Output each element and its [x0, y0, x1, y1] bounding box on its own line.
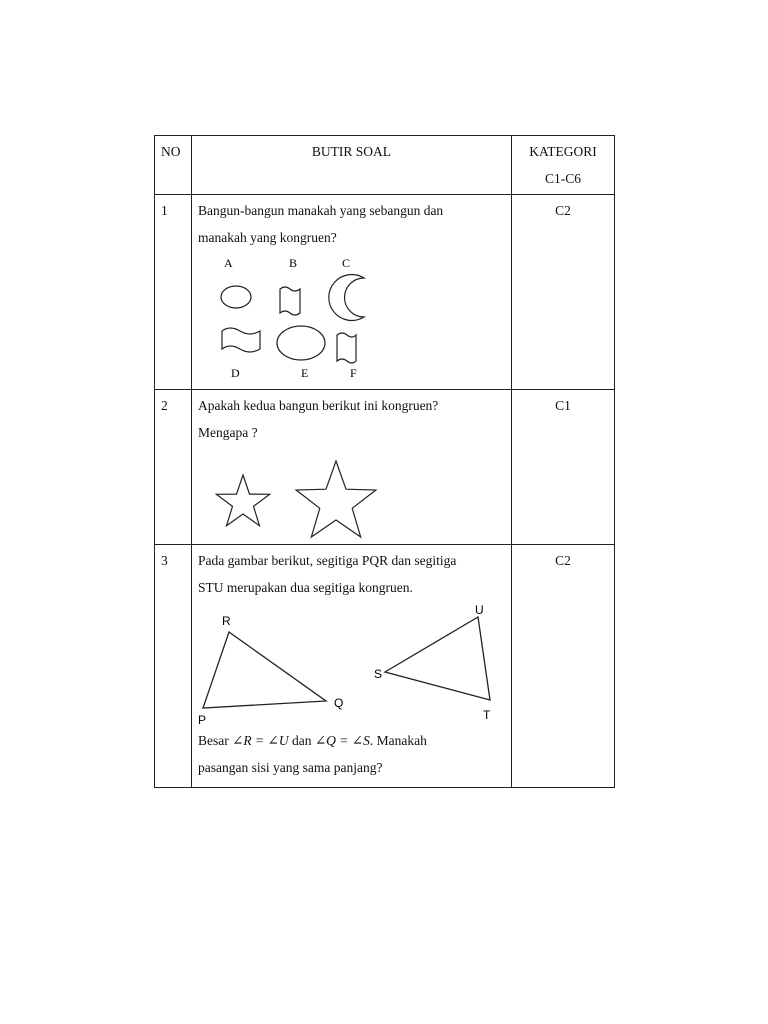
flag-shape-f [337, 333, 356, 363]
row-number: 3 [161, 553, 168, 568]
ellipse-shape-a [221, 286, 251, 308]
row-number: 2 [161, 398, 168, 413]
row-no-cell [155, 390, 192, 545]
question-text-line: Bangun-bangun manakah yang sebangun dan [198, 203, 444, 218]
question-cell [192, 390, 512, 545]
question-cell [192, 195, 512, 390]
question-text-line: pasangan sisi yang sama panjang? [198, 760, 383, 775]
header-no [155, 136, 192, 195]
header-kategori [512, 136, 615, 195]
angle-statement-line [198, 727, 505, 754]
question-text-line: Pada gambar berikut, segitiga PQR dan segitiga [198, 553, 457, 568]
shape-label-f: F [350, 366, 357, 380]
large-star-shape [296, 461, 376, 537]
stars-figure [192, 448, 512, 544]
kategori-cell [512, 195, 615, 390]
kategori-cell [512, 390, 615, 545]
shape-label-c: C [342, 256, 351, 270]
vertex-label-u: U [475, 603, 484, 617]
angle-equation-2: ∠Q = ∠S [314, 733, 370, 748]
ellipse-shape-e [277, 326, 325, 360]
vertex-label-t: T [483, 708, 491, 722]
question-text-line: Apakah kedua bangun berikut ini kongruen? [198, 398, 439, 413]
shape-label-d: D [231, 366, 240, 380]
dan-text: dan [288, 733, 315, 748]
shape-label-b: B [289, 256, 298, 270]
row-no-cell [155, 545, 192, 788]
flag-shape-d [222, 328, 260, 352]
vertex-label-s: S [374, 667, 383, 681]
triangles-figure [192, 601, 512, 731]
vertex-label-p: P [198, 713, 207, 727]
flag-shape-b [280, 287, 300, 315]
crescent-shape-c [329, 275, 364, 321]
shape-label-a: A [224, 256, 233, 270]
kategori-cell [512, 545, 615, 788]
table-row [155, 390, 615, 545]
header-butir-label: BUTIR SOAL [311, 144, 392, 159]
manakah-text: . Manakah [369, 733, 427, 748]
table-row [155, 545, 615, 788]
table-row [155, 195, 615, 390]
angle-equation-1: ∠R = ∠U [232, 733, 289, 748]
vertex-label-q: Q [334, 696, 344, 710]
shape-label-e: E [301, 366, 309, 380]
row-number: 1 [161, 203, 168, 218]
header-no-label: NO [161, 144, 181, 159]
kategori-value: C2 [555, 203, 571, 218]
header-kategori-range: C1-C6 [544, 171, 581, 186]
question-table [154, 135, 615, 788]
header-kategori-label: KATEGORI [529, 144, 597, 159]
question-text-line: Mengapa ? [198, 425, 258, 440]
kategori-value: C2 [555, 553, 571, 568]
shapes-figure [192, 251, 512, 381]
kategori-value: C1 [555, 398, 571, 413]
triangle-pqr [203, 632, 326, 708]
question-text-line: manakah yang kongruen? [198, 230, 337, 245]
question-text-line: STU merupakan dua segitiga kongruen. [198, 580, 413, 595]
table-header-row [155, 136, 615, 195]
triangle-stu [385, 617, 490, 700]
small-star-shape [216, 475, 269, 526]
question-cell [192, 545, 512, 788]
vertex-label-r: R [222, 614, 231, 628]
header-butir [192, 136, 512, 195]
besar-text: Besar [198, 733, 233, 748]
row-no-cell [155, 195, 192, 390]
